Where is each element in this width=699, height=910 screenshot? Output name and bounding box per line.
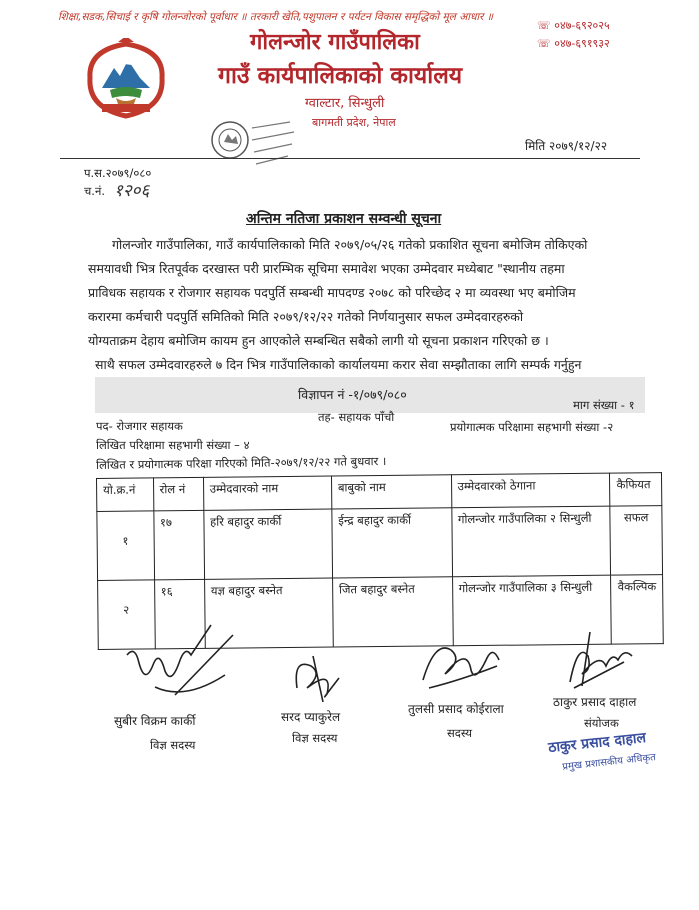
cell-serial: २ [98, 580, 155, 650]
office-address: ग्वाल्टार, सिन्धुली [305, 96, 385, 111]
body-line: साथै सफल उम्मेदवारहरुले ७ दिन भित्र गाउँपालिकाको कार्यालयमा करार सेवा सम्झौताका लागि सम्पर्क गर्नुहुन [95, 357, 582, 372]
nepal-emblem-logo [80, 38, 172, 120]
header-remarks: कैफियत [610, 473, 662, 507]
cell-remarks: सफल [610, 506, 662, 576]
signature-2 [283, 648, 353, 708]
cell-address: गोलन्जोर गाउँपालिका ३ सिन्धुली [452, 575, 612, 646]
cell-father-name: ईन्द्र बहादुर कार्की [332, 508, 452, 578]
cell-roll: १६ [154, 579, 205, 649]
cell-father-name: जित बहादुर बस्नेत [332, 577, 452, 647]
cell-address: गोलन्जोर गाउँपालिका २ सिन्धुली [451, 506, 611, 577]
body-line: प्राविधक सहायक र रोजगार सहायक पदपुर्ति सम्बन्धी मापदण्ड २०७८ को परिच्छेद २ मा व्यवस्था भए बमोजिम [88, 285, 576, 300]
signatory-3-name: तुलसी प्रसाद कोईराला [408, 702, 504, 716]
signatory-1-name: सुबीर विक्रम कार्की [114, 714, 196, 728]
office-subtitle: गाउँ कार्यपालिकाको कार्यालय [218, 63, 463, 89]
header-address: उम्मेदवारको ठेगाना [451, 473, 610, 508]
signature-4 [560, 622, 640, 697]
chalani-number: १२०६ [114, 181, 150, 201]
header-divider [60, 158, 640, 159]
header-serial: यो.क्र.नं [97, 478, 154, 512]
table-row [97, 506, 663, 581]
signatory-2-role: विज्ञ सदस्य [292, 731, 338, 745]
demand-count: माग संख्या - १ [573, 398, 635, 412]
cell-serial: १ [97, 511, 154, 581]
cell-remarks: वैकल्पिक [611, 575, 663, 645]
cell-candidate-name: यज्ञ बहादुर बस्नेत [204, 578, 333, 648]
header-candidate-name: उम्मेदवारको नाम [203, 476, 332, 510]
office-name: गोलन्जोर गाउँपालिका [250, 30, 420, 55]
body-line: करारमा कर्मचारी पदपुर्ति समितिको मिति २०७९/१२/२२ गतेको निर्णयानुसार सफल उम्मेदवारहरुको [88, 309, 524, 324]
office-seal-stamp [208, 118, 298, 168]
signature-1 [115, 615, 245, 710]
official-stamp-name: ठाकुर प्रसाद दाहाल [547, 729, 647, 757]
letter-date: मिति २०७९/१२/२२ [525, 139, 608, 153]
signatory-1-role: विज्ञ सदस्य [150, 738, 196, 752]
phone-number-2: ☏ ०४७-६९१९३२ [537, 37, 610, 50]
body-line: योग्यताक्रम देहाय बमोजिम कायम हुन आएकोले सम्बन्धित सबैको लागी यो सूचना प्रकाशन गरिएको छ । [88, 333, 549, 348]
post-level: तह- सहायक पाँचौ [318, 410, 395, 424]
signatory-4-name: ठाकुर प्रसाद दाहाल [553, 695, 637, 709]
patra-sankhya: प.स.२०७९/०८० [84, 166, 152, 180]
signatory-4-role: संयोजक [584, 716, 619, 730]
cell-roll: १७ [153, 510, 204, 580]
cell-candidate-name: हरि बहादुर कार्की [203, 509, 332, 579]
advert-number: विज्ञापन नं -१/०७९/०८० [298, 387, 407, 402]
exam-date: लिखित र प्रयोगात्मक परिक्षा गरिएको मिति-२०७९/१२/२२ गते बुधवार । [96, 453, 387, 472]
signatory-3-role: सदस्य [447, 726, 473, 740]
practical-exam-count: प्रयोगात्मक परिक्षामा सहभागी संख्या -२ [450, 420, 614, 434]
official-stamp-role: प्रमुख प्रशासकीय अधिकृत [561, 752, 657, 773]
office-province: बागमती प्रदेश, नेपाल [312, 116, 396, 129]
post-name: पद- रोजगार सहायक [96, 419, 183, 433]
signature-3 [415, 630, 505, 695]
notice-subject: अन्तिम नतिजा प्रकाशन सम्वन्धी सूचना [246, 211, 442, 227]
header-roll: रोल नं [153, 477, 203, 511]
body-line: समयावधी भित्र रितपूर्वक दरखास्त परी प्रारम्भिक सूचिमा समावेश भएका उम्मेदवार मध्येबाट "स्थानीय तहमा [88, 261, 565, 276]
chalani-label: च.नं. [84, 184, 105, 198]
written-exam-count: लिखित परिक्षामा सहभागी संख्या – ४ [96, 438, 250, 452]
body-line: गोलन्जोर गाउँपालिका, गाउँ कार्यपालिकाको मिति २०७९/०५/२६ गतेको प्रकाशित सूचना बमोजिम तोकिएको [112, 237, 588, 252]
header-father-name: बाबुको नाम [331, 475, 451, 509]
phone-number-1: ☏ ०४७-६९२०२५ [537, 19, 610, 32]
letterhead-tagline: शिक्षा,सडक,सिचाई र कृषि गोलन्जोरको पूर्वाधार ॥ तरकारी खेति,पशुपालन र पर्यटन विकास समृद्धिको मूल आधार ॥ [58, 11, 494, 23]
signatory-2-name: सरद प्याकुरेल [281, 710, 341, 724]
